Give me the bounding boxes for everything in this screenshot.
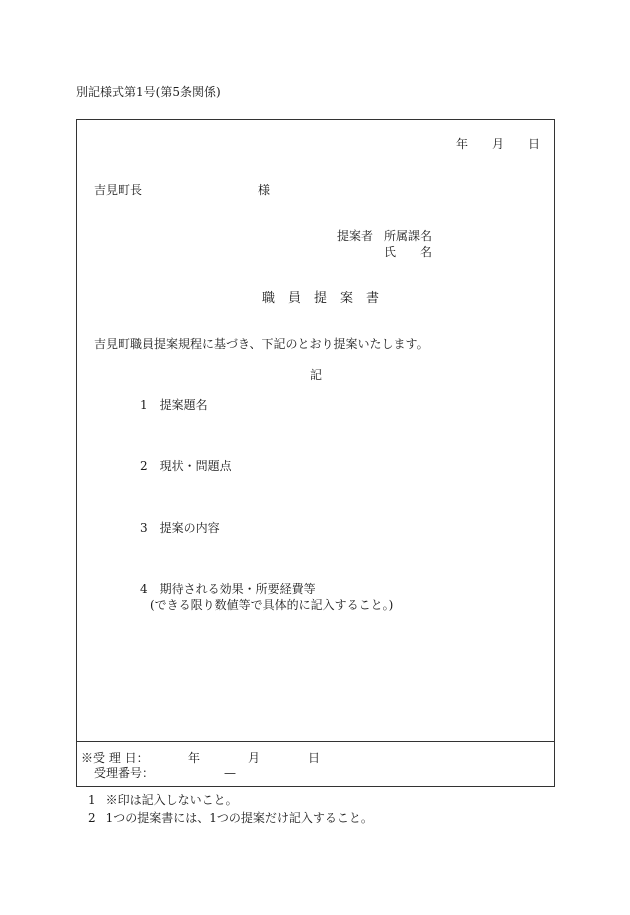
item-proposal-title	[140, 399, 208, 411]
item-current-issues	[140, 460, 232, 472]
item-expected-effects	[140, 583, 316, 595]
addressee: 吉見町長	[94, 183, 143, 197]
note-text: 1つの提案書には、1つの提案だけ記入すること。	[105, 811, 373, 825]
proposal-form-frame	[76, 119, 555, 787]
receipt-number-label: 受理番号：	[94, 766, 155, 780]
receipt-year-label: 年	[188, 751, 201, 765]
item-number: 2	[140, 459, 148, 473]
item-number: 1	[140, 398, 148, 412]
ki-heading: 記	[310, 368, 323, 382]
date-row	[456, 138, 540, 150]
note-item	[88, 812, 373, 824]
date-day-label: 日	[528, 137, 541, 151]
name-label: 氏 名	[384, 245, 433, 259]
note-number: 1	[88, 793, 96, 807]
form-header: 別記様式第1号(第5条関係)	[76, 85, 221, 99]
item-number: 4	[140, 582, 148, 596]
receipt-month-label: 月	[248, 751, 261, 765]
intro-text: 吉見町職員提案規程に基づき、下記のとおり提案いたします。	[94, 337, 429, 351]
item-label: 現状・問題点	[159, 459, 232, 473]
receipt-date-label: ※受 理 日：	[81, 751, 149, 765]
dept-name-label: 所属課名	[384, 229, 433, 243]
receipt-day-label: 日	[308, 751, 321, 765]
receipt-number-dash: —	[224, 766, 236, 780]
item-label: 期待される効果・所要経費等	[159, 582, 316, 596]
item-label: 提案の内容	[159, 521, 220, 535]
date-year-label: 年	[456, 137, 469, 151]
receipt-divider	[77, 741, 554, 742]
note-number: 2	[88, 811, 96, 825]
item-proposal-content	[140, 522, 220, 534]
note-item	[88, 794, 238, 806]
item-label: 提案題名	[159, 398, 208, 412]
document-title: 職 員 提 案 書	[262, 291, 380, 306]
item-number: 3	[140, 521, 148, 535]
note-text: ※印は記入しないこと。	[105, 793, 238, 807]
item4-note: (できる限り数値等で具体的に記入すること。)	[150, 598, 394, 612]
date-month-label: 月	[492, 137, 505, 151]
honorific: 様	[258, 183, 271, 197]
proposer-label: 提案者	[337, 229, 374, 243]
